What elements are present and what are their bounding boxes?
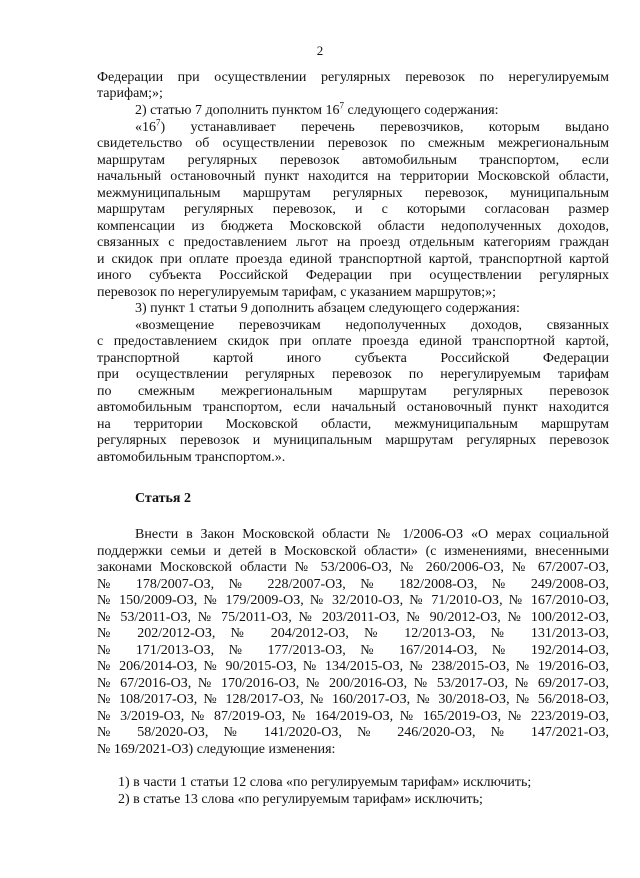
superscript: 7 xyxy=(339,100,345,111)
superscript: 7 xyxy=(156,117,161,128)
text-line: 3) пункт 1 статьи 9 дополнить абзацем следующего содержания: xyxy=(135,301,520,316)
text-line: № 108/2017-ОЗ, № 128/2017-ОЗ, № 160/2017-ОЗ, № 30/2018-ОЗ, № 56/2018-ОЗ, xyxy=(97,692,609,707)
text-line: № 53/2011-ОЗ, № 75/2011-ОЗ, № 203/2011-ОЗ, № 90/2012-ОЗ, № 100/2012-ОЗ, xyxy=(97,610,609,625)
text-line: перевозок по нерегулируемым тарифам, с указанием маршрутов;»; xyxy=(97,285,497,300)
text-line: с предоставлением скидок при оплате проезда единой транспортной картой, xyxy=(97,334,609,349)
text-line: межмуниципальным маршрутам регулярных перевозок, муниципальным xyxy=(97,186,609,201)
list-item: 1) в части 1 статьи 12 слова «по регулируемым тарифам» исключить; xyxy=(118,775,532,790)
text-line: Внести в Закон Московской области № 1/2006-ОЗ «О мерах социальной xyxy=(135,527,609,542)
text-line: № 150/2009-ОЗ, № 179/2009-ОЗ, № 32/2010-ОЗ, № 71/2010-ОЗ, № 167/2010-ОЗ, xyxy=(97,593,609,608)
text-line: маршрутам регулярных перевозок автомобильным транспортом, если xyxy=(97,153,609,168)
text-line: компенсации из бюджета Московской области недополученных доходов, xyxy=(97,219,609,234)
text-line: «возмещение перевозчикам недополученных доходов, связанных xyxy=(135,318,609,333)
text-line: № 171/2013-ОЗ, № 177/2013-ОЗ, № 167/2014-ОЗ, № 192/2014-ОЗ, xyxy=(97,643,609,658)
text-line: при осуществлении регулярных перевозок по нерегулируемым тарифам xyxy=(97,367,609,382)
section-heading: Статья 2 xyxy=(135,491,191,506)
text-line: № 67/2016-ОЗ, № 170/2016-ОЗ, № 200/2016-ОЗ, № 53/2017-ОЗ, № 69/2017-ОЗ, xyxy=(97,676,609,691)
list-item: 2) в статье 13 слова «по регулируемым тарифам» исключить; xyxy=(118,792,483,807)
text-line: транспортной картой иного субъекта Российской Федерации xyxy=(97,351,609,366)
text-line: на территории Московской области, межмуниципальным маршрутам xyxy=(97,417,609,432)
text-line: автомобильным транспортом.». xyxy=(97,450,286,465)
text-line: и скидок при оплате проезда единой транспортной картой, транспортной картой xyxy=(97,252,609,267)
text-line: свидетельство об осуществлении перевозок по смежным межрегиональным xyxy=(97,136,609,151)
text-line: по смежным межрегиональным маршрутам регулярных перевозок xyxy=(97,384,609,399)
text-line: регулярных перевозок и муниципальным маршрутам регулярных перевозок xyxy=(97,433,609,448)
text-line: № 169/2021-ОЗ) следующие изменения: xyxy=(97,742,336,757)
text-line: поддержки семьи и детей в Московской области» (с изменениями, внесенными xyxy=(97,544,609,559)
text-line: № 206/2014-ОЗ, № 90/2015-ОЗ, № 134/2015-ОЗ, № 238/2015-ОЗ, № 19/2016-ОЗ, xyxy=(97,659,609,674)
text-line: № 202/2012-ОЗ, № 204/2012-ОЗ, № 12/2013-ОЗ, № 131/2013-ОЗ, xyxy=(97,626,609,641)
text-line: законами Московской области № 53/2006-ОЗ, № 260/2006-ОЗ, № 67/2007-ОЗ, xyxy=(97,560,609,575)
text-line: начальный остановочный пункт находится на территории Московской области, xyxy=(97,169,609,184)
text-line: автомобильным транспортом, если начальный остановочный пункт находится xyxy=(97,400,609,415)
text-line: 2) статью 7 дополнить пунктом $16^7$ следующего содержания: xyxy=(135,100,499,118)
text-line: № 3/2019-ОЗ, № 87/2019-ОЗ, № 164/2019-ОЗ, № 165/2019-ОЗ, № 223/2019-ОЗ, xyxy=(97,709,609,724)
text-line: «$16^7$) устанавливает перечень перевозчиков, которым выдано xyxy=(135,117,609,135)
text-line: № 58/2020-ОЗ, № 141/2020-ОЗ, № 246/2020-ОЗ, № 147/2021-ОЗ, xyxy=(97,725,609,740)
text-line: связанных с предоставлением льгот на проезд отдельным категориям граждан xyxy=(97,235,609,250)
page-number: 2 xyxy=(316,43,324,58)
text-line: тарифам;»; xyxy=(97,86,163,101)
text-line: маршрутам регулярных перевозок, и с которыми согласован размер xyxy=(97,202,609,217)
text-line: иного субъекта Российской Федерации при осуществлении регулярных xyxy=(97,268,609,283)
text-line: № 178/2007-ОЗ, № 228/2007-ОЗ, № 182/2008-ОЗ, № 249/2008-ОЗ, xyxy=(97,577,609,592)
text-line: Федерации при осуществлении регулярных перевозок по нерегулируемым xyxy=(97,70,609,85)
